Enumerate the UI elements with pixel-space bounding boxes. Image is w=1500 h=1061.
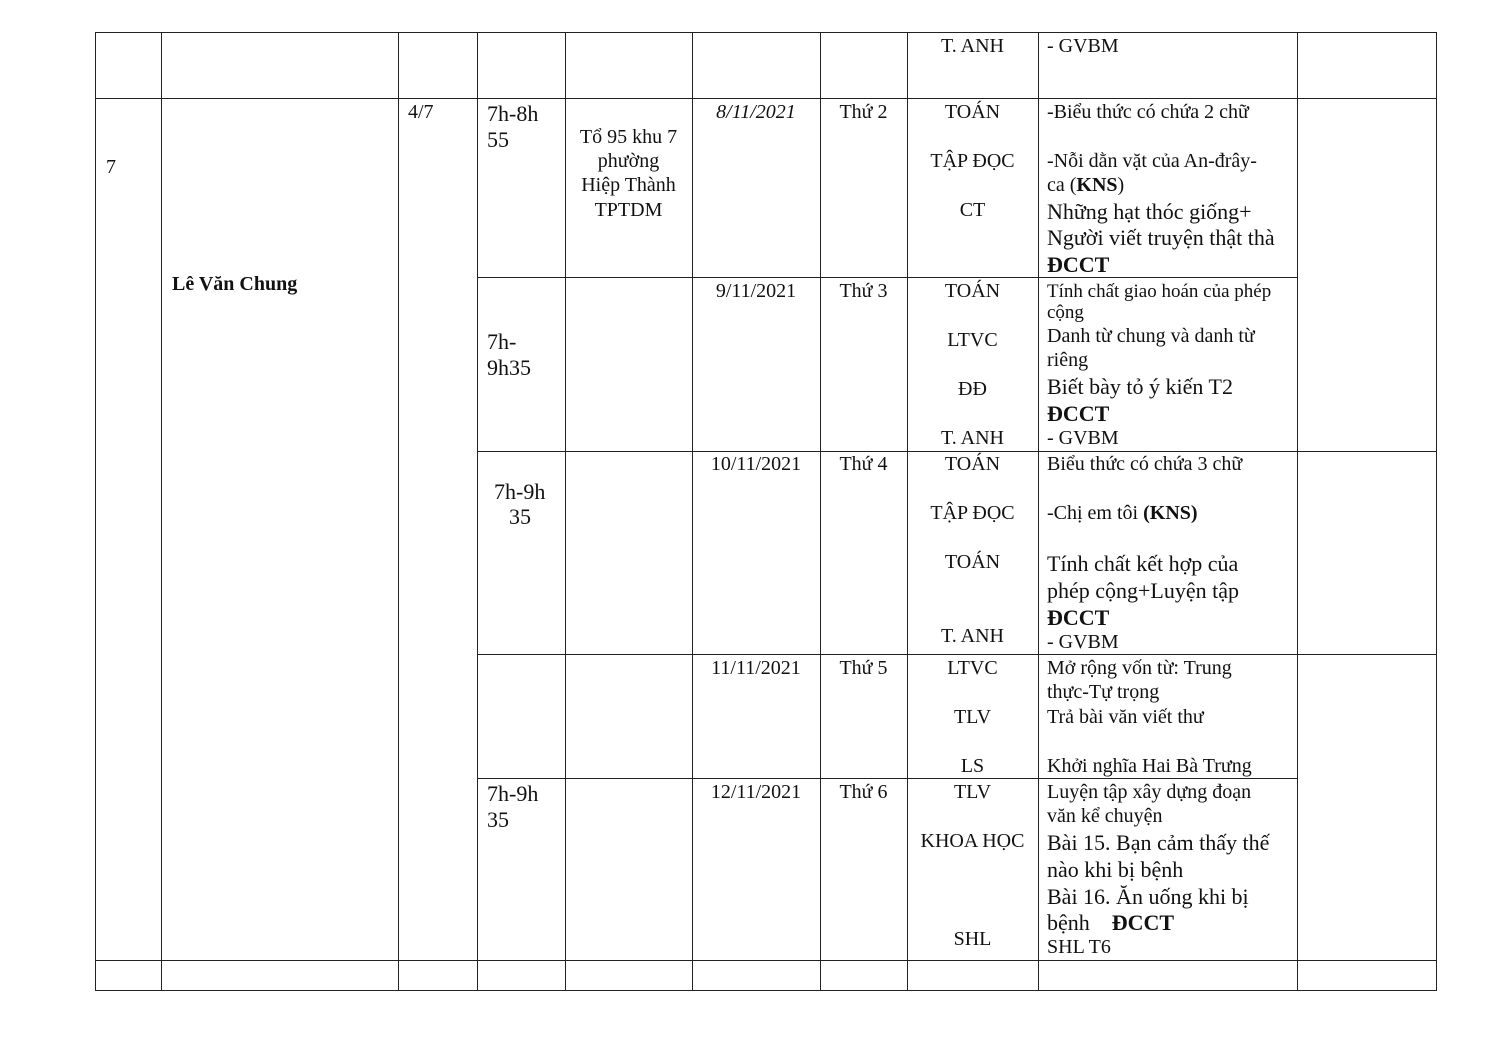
grid-line xyxy=(477,32,478,991)
date-cell: 8/11/2021 xyxy=(716,101,796,123)
content-line: văn kể chuyện xyxy=(1047,805,1163,827)
subject-cell: LTVC xyxy=(947,657,998,679)
subject-cell: TẬP ĐỌC xyxy=(930,502,1015,524)
time-cell: 35 xyxy=(509,504,531,529)
class-cell: 4/7 xyxy=(408,101,434,123)
row-index: 7 xyxy=(106,156,116,178)
time-cell: 7h-8h xyxy=(487,101,539,126)
grid-line xyxy=(1038,32,1039,991)
weekday-cell: Thứ 5 xyxy=(839,657,888,679)
time-cell: 7h-9h xyxy=(494,479,546,504)
subject-cell: CT xyxy=(959,199,986,221)
content-line: -Nỗi dằn vặt của An-đrây- xyxy=(1047,150,1257,172)
content-text: ca ( xyxy=(1047,174,1077,196)
grid-line xyxy=(95,32,96,991)
content-line: Tính chất giao hoán của phép xyxy=(1047,281,1272,302)
grid-line xyxy=(398,32,399,991)
subject-cell: TOÁN xyxy=(944,101,1001,123)
time-cell: 9h35 xyxy=(487,355,531,380)
content-line: SHL T6 xyxy=(1047,936,1111,958)
grid-line xyxy=(95,98,1437,99)
address-line: TPTDM xyxy=(594,199,663,221)
grid-line xyxy=(95,32,1437,33)
weekday-cell: Thứ 2 xyxy=(839,101,888,123)
content-line: Những hạt thóc giống+ xyxy=(1047,199,1252,224)
content-line: thực-Tự trọng xyxy=(1047,681,1160,703)
subject-cell: KHOA HỌC xyxy=(920,830,1025,852)
content-line: Khởi nghĩa Hai Bà Trưng xyxy=(1047,755,1252,777)
content-text: KNS xyxy=(1076,174,1118,196)
grid-line xyxy=(477,277,1298,278)
subject-cell: TOÁN xyxy=(944,280,1001,302)
grid-line xyxy=(95,990,1437,991)
content-line: Mở rộng vốn từ: Trung xyxy=(1047,657,1232,679)
subject-cell: TLV xyxy=(953,706,992,728)
content-line xyxy=(1047,173,1124,198)
subject-cell: TẬP ĐỌC xyxy=(930,150,1015,172)
weekday-cell: Thứ 6 xyxy=(839,781,888,803)
subject-cell: LTVC xyxy=(947,329,998,351)
content-line: phép cộng+Luyện tập xyxy=(1047,578,1240,603)
address-line: phường xyxy=(597,150,660,172)
date-cell: 10/11/2021 xyxy=(710,453,802,475)
content-line: ĐCCT xyxy=(1047,605,1110,630)
content-line: Biểu thức có chứa 3 chữ xyxy=(1047,453,1243,475)
subject-cell: TOÁN xyxy=(944,453,1001,475)
grid-line xyxy=(477,654,1437,655)
date-cell: 11/11/2021 xyxy=(711,657,801,679)
content-line: Tính chất kết hợp của xyxy=(1047,551,1239,576)
content-line: Biết bày tỏ ý kiến T2 xyxy=(1047,374,1233,399)
content-line: riêng xyxy=(1047,349,1089,371)
subject-cell: ĐĐ xyxy=(958,378,987,400)
grid-line xyxy=(161,32,162,991)
content-line: - GVBM xyxy=(1047,631,1119,653)
grid-line xyxy=(820,32,821,991)
content-text: (KNS) xyxy=(1143,502,1198,524)
subject-cell: T. ANH xyxy=(941,35,1004,57)
grid-line xyxy=(692,32,693,991)
content-text: -Chị em tôi xyxy=(1047,502,1144,524)
subject-cell: T. ANH xyxy=(941,427,1004,449)
content-line: Danh từ chung và danh từ xyxy=(1047,325,1255,347)
grid-line xyxy=(95,960,1437,961)
weekday-cell: Thứ 3 xyxy=(839,280,888,302)
content-text: ) xyxy=(1117,174,1125,196)
content-line: -Biểu thức có chứa 2 chữ xyxy=(1047,101,1249,123)
content-line: ĐCCT xyxy=(1047,401,1110,426)
content-line: - GVBM xyxy=(1047,427,1119,449)
address-line: Tổ 95 khu 7 xyxy=(579,126,678,148)
content-line: Trả bài văn viết thư xyxy=(1047,706,1204,728)
weekday-cell: Thứ 4 xyxy=(839,453,888,475)
content-line: nào khi bị bệnh xyxy=(1047,857,1184,882)
content-cell: - GVBM xyxy=(1047,35,1119,57)
time-cell: 7h- xyxy=(487,329,517,354)
subject-cell: TLV xyxy=(953,781,992,803)
date-cell: 9/11/2021 xyxy=(715,280,797,302)
grid-line xyxy=(1297,32,1298,991)
time-cell: 35 xyxy=(487,807,509,832)
grid-line xyxy=(1436,32,1437,991)
teacher-name: Lê Văn Chung xyxy=(172,273,298,295)
subject-cell: LS xyxy=(960,755,985,777)
content-line: Luyện tập xây dựng đoạn xyxy=(1047,781,1252,803)
content-text: ĐCCT xyxy=(1111,910,1175,935)
content-line xyxy=(1047,501,1198,526)
content-line xyxy=(1047,909,1174,936)
subject-cell: SHL xyxy=(953,928,992,950)
subject-cell: TOÁN xyxy=(944,551,1001,573)
content-line: ĐCCT xyxy=(1047,252,1110,277)
time-cell: 7h-9h xyxy=(487,781,539,806)
content-line: Bài 16. Ăn uống khi bị xyxy=(1047,884,1249,909)
content-line: cộng xyxy=(1047,302,1084,323)
content-line: Bài 15. Bạn cảm thấy thế xyxy=(1047,830,1270,855)
date-cell: 12/11/2021 xyxy=(710,781,802,803)
address-line: Hiệp Thành xyxy=(581,174,676,196)
content-text: bệnh xyxy=(1047,910,1112,935)
subject-cell: T. ANH xyxy=(941,625,1004,647)
time-cell: 55 xyxy=(487,127,509,152)
content-line: Người viết truyện thật thà xyxy=(1047,225,1275,250)
